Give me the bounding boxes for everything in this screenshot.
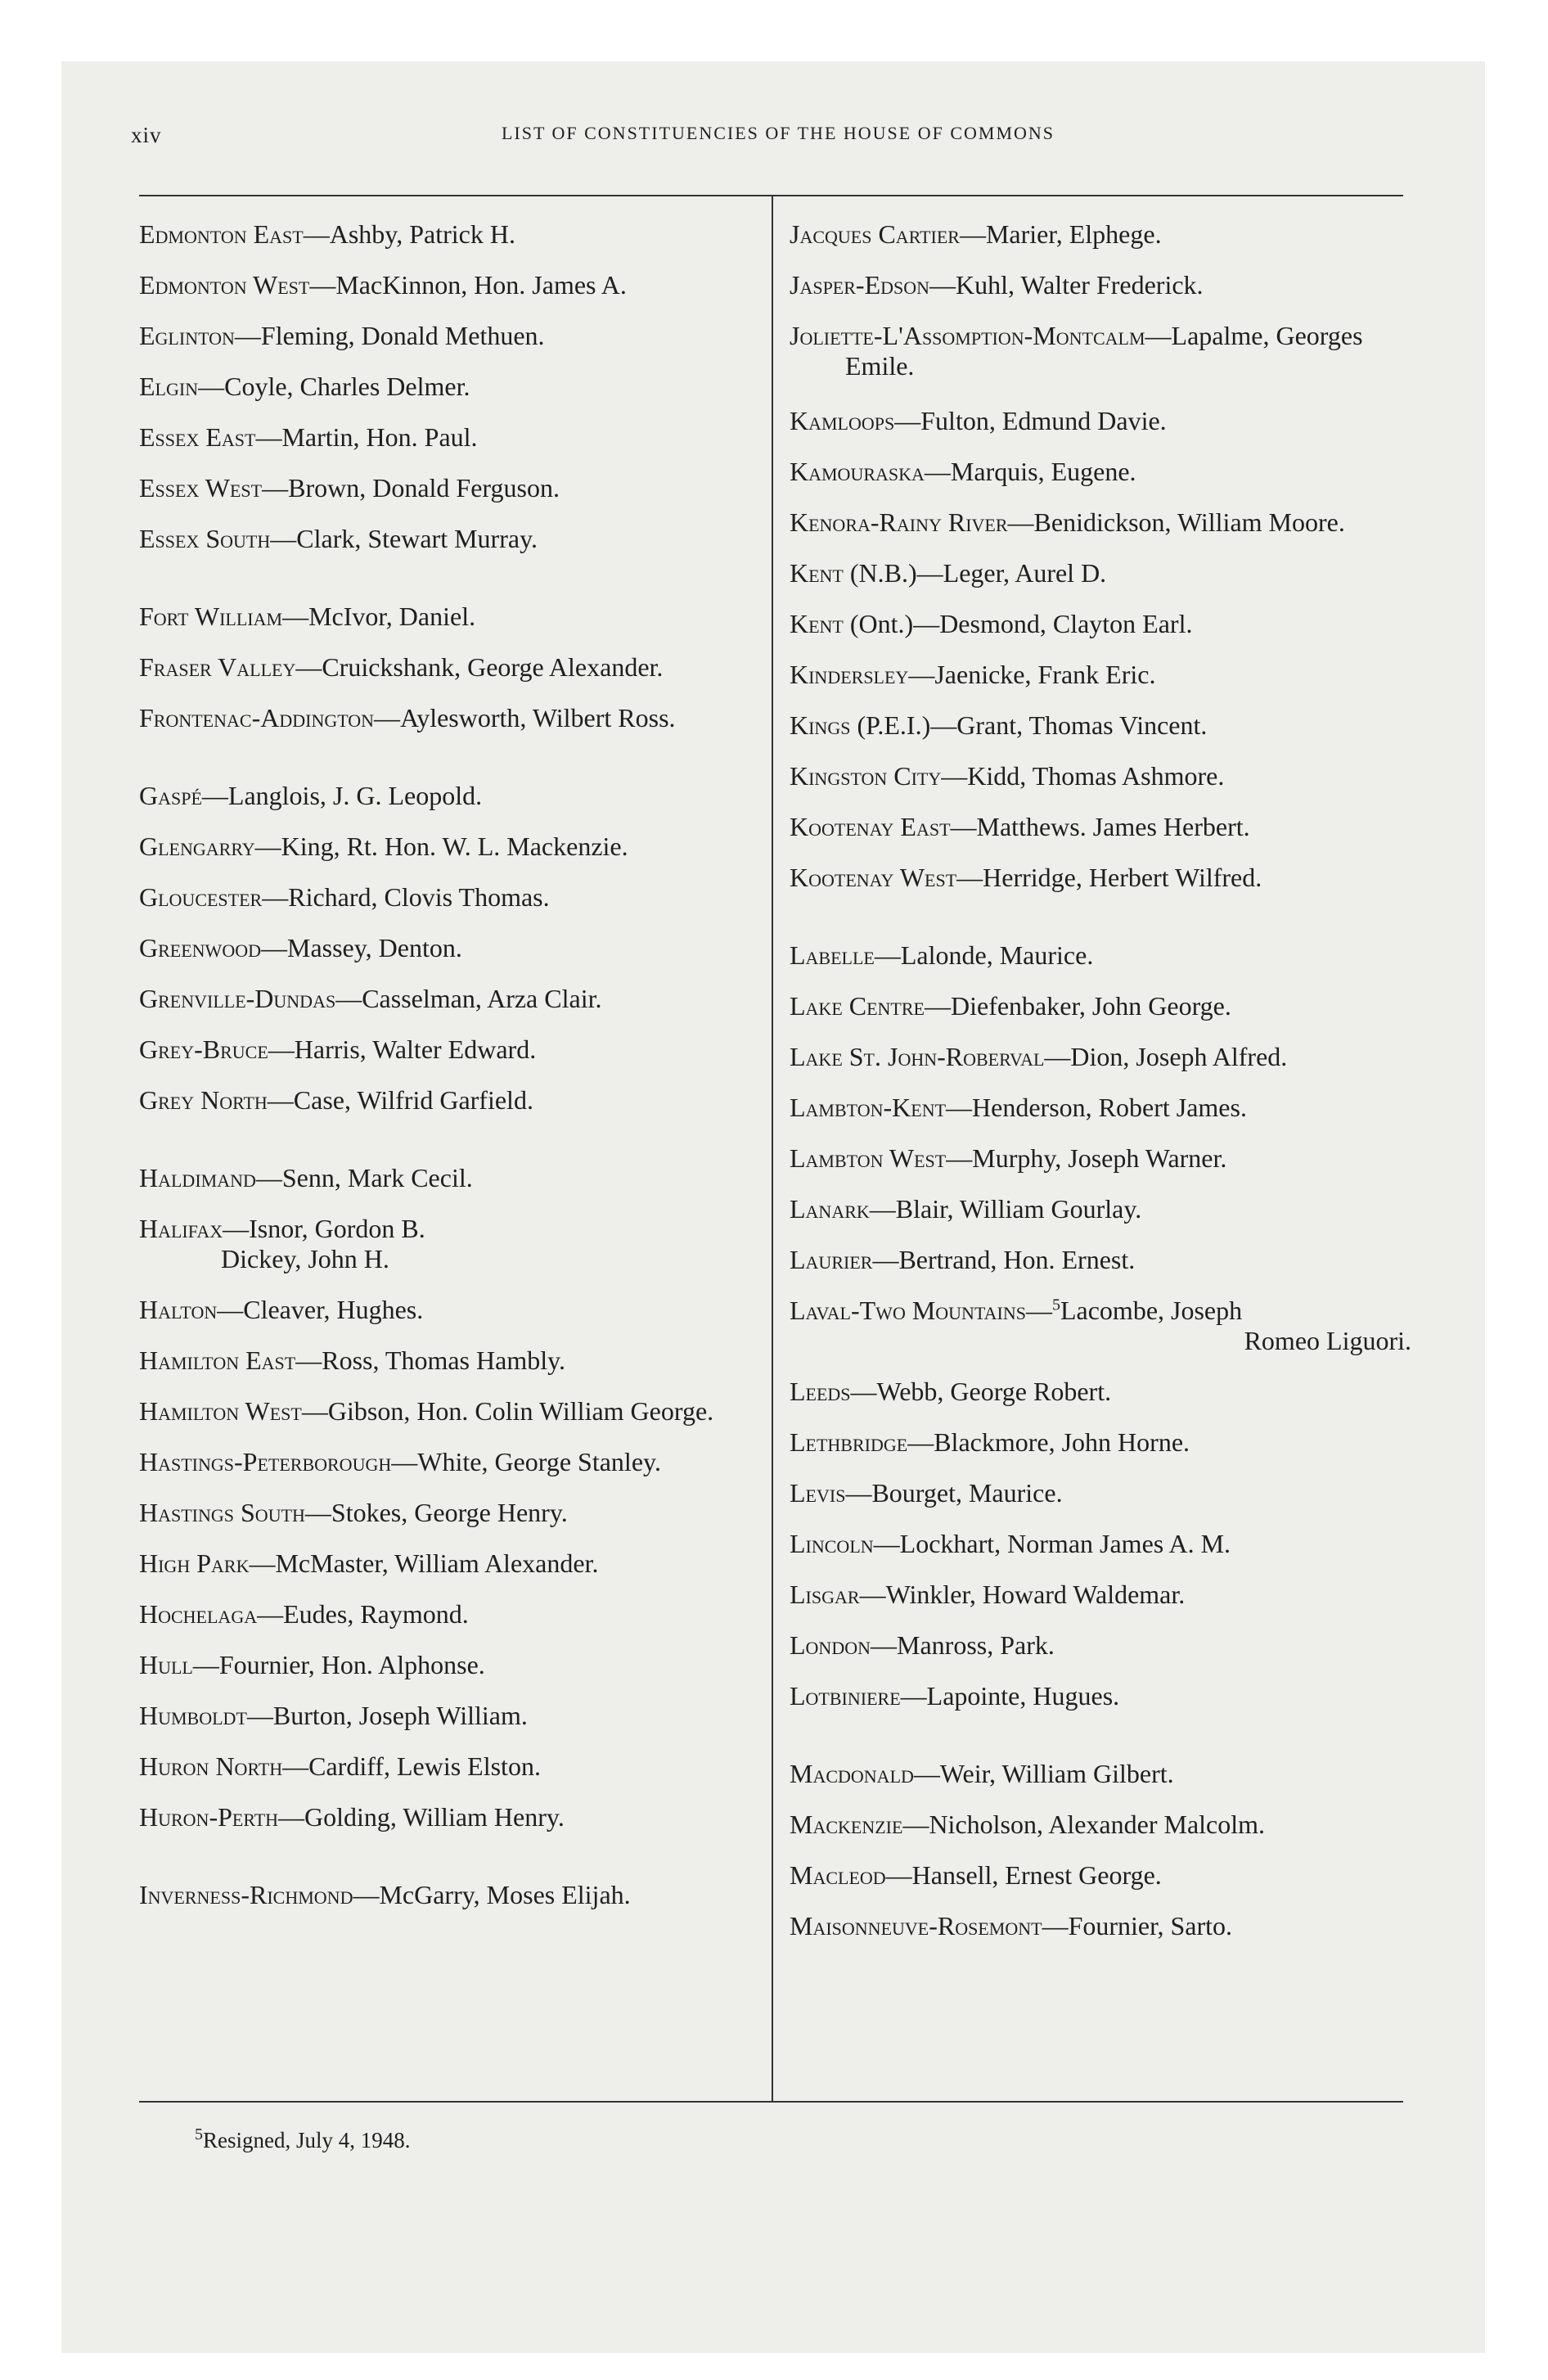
list-item: Greenwood—Massey, Denton.	[139, 933, 462, 962]
list-item: Hastings-Peterborough—White, George Stanley.	[139, 1447, 661, 1476]
list-item: Leeds—Webb, George Robert.	[790, 1377, 1112, 1406]
list-item: Hamilton East—Ross, Thomas Hambly.	[139, 1346, 566, 1375]
list-item: Glengarry—King, Rt. Hon. W. L. Mackenzie.	[139, 832, 628, 861]
list-item: Jacques Cartier—Marier, Elphege.	[790, 219, 1162, 249]
list-item: Maisonneuve-Rosemont—Fournier, Sarto.	[790, 1911, 1233, 1941]
right-column	[790, 219, 1411, 1962]
list-item: Macleod—Hansell, Ernest George.	[790, 1860, 1162, 1890]
list-item: Edmonton East—Ashby, Patrick H.	[139, 219, 515, 249]
list-item: Lambton West—Murphy, Joseph Warner.	[790, 1143, 1227, 1173]
list-item: Laval-Two Mountains—$^5$Lacombe, Joseph Romeo Liguori.	[790, 1296, 1411, 1355]
list-item: Labelle—Lalonde, Maurice.	[790, 940, 1094, 970]
list-item: Laurier—Bertrand, Hon. Ernest.	[790, 1245, 1136, 1274]
list-item: Edmonton West—MacKinnon, Hon. James A.	[139, 270, 627, 300]
list-item: Essex South—Clark, Stewart Murray.	[139, 524, 538, 553]
list-item: Halton—Cleaver, Hughes.	[139, 1295, 424, 1324]
list-item: Kamouraska—Marquis, Eugene.	[790, 457, 1136, 486]
list-item: Lanark—Blair, William Gourlay.	[790, 1194, 1142, 1224]
list-item: Grenville-Dundas—Casselman, Arza Clair.	[139, 984, 602, 1013]
list-item: Macdonald—Weir, William Gilbert.	[790, 1759, 1174, 1788]
list-item: Kenora-Rainy River—Benidickson, William Moore.	[790, 507, 1345, 537]
left-column	[139, 219, 753, 1931]
list-item: Lisgar—Winkler, Howard Waldemar.	[790, 1580, 1186, 1609]
list-item: Lambton-Kent—Henderson, Robert James.	[790, 1093, 1247, 1122]
list-item: Jasper-Edson—Kuhl, Walter Frederick.	[790, 270, 1204, 300]
list-item: Kootenay East—Matthews. James Herbert.	[790, 812, 1250, 841]
footnote-text: Resigned, July 4, 1948.	[203, 2128, 411, 2152]
list-item: Essex East—Martin, Hon. Paul.	[139, 422, 478, 452]
running-head: LIST OF CONSTITUENCIES OF THE HOUSE OF COMMONS	[501, 123, 1055, 143]
list-item: Huron-Perth—Golding, William Henry.	[139, 1802, 565, 1832]
list-item: Fraser Valley—Cruickshank, George Alexander.	[139, 652, 664, 682]
list-item: Eglinton—Fleming, Donald Methuen.	[139, 321, 545, 350]
list-item: Lincoln—Lockhart, Norman James A. M.	[790, 1529, 1231, 1558]
list-item: Mackenzie—Nicholson, Alexander Malcolm.	[790, 1810, 1266, 1839]
list-item: Lotbiniere—Lapointe, Hugues.	[790, 1681, 1120, 1711]
list-item: Haldimand—Senn, Mark Cecil.	[139, 1163, 473, 1192]
list-item: Kootenay West—Herridge, Herbert Wilfred.	[790, 863, 1262, 892]
list-item: Hull—Fournier, Hon. Alphonse.	[139, 1650, 485, 1679]
bottom-rule	[139, 2101, 1403, 2103]
list-item: Kindersley—Jaenicke, Frank Eric.	[790, 660, 1156, 689]
list-item: Essex West—Brown, Donald Ferguson.	[139, 473, 560, 503]
list-item: Frontenac-Addington—Aylesworth, Wilbert Ross.	[139, 703, 676, 732]
list-item: Lethbridge—Blackmore, John Horne.	[790, 1427, 1190, 1457]
list-item: Hastings South—Stokes, George Henry.	[139, 1498, 568, 1527]
list-item: Kingston City—Kidd, Thomas Ashmore.	[790, 761, 1225, 791]
page-header	[131, 123, 1393, 156]
list-item: Kings (P.E.I.)—Grant, Thomas Vincent.	[790, 710, 1208, 740]
list-item: Humboldt—Burton, Joseph William.	[139, 1701, 528, 1730]
footnote-mark: 5	[195, 2125, 203, 2143]
list-item: Kamloops—Fulton, Edmund Davie.	[790, 406, 1167, 435]
list-item: Grey-Bruce—Harris, Walter Edward.	[139, 1034, 537, 1064]
list-item: Huron North—Cardiff, Lewis Elston.	[139, 1751, 541, 1781]
list-item: Fort William—McIvor, Daniel.	[139, 602, 476, 631]
list-item: Gloucester—Richard, Clovis Thomas.	[139, 882, 550, 912]
list-item: Halifax—Isnor, Gordon B. Dickey, John H.	[139, 1214, 425, 1273]
footnote	[195, 2125, 411, 2153]
list-item: Elgin—Coyle, Charles Delmer.	[139, 372, 470, 401]
list-item: Hamilton West—Gibson, Hon. Colin William George.	[139, 1396, 714, 1426]
list-item: Joliette-L'Assomption-Montcalm—Lapalme, Georges Emile.	[790, 321, 1363, 381]
list-item: High Park—McMaster, William Alexander.	[139, 1548, 599, 1578]
list-item: Kent (Ont.)—Desmond, Clayton Earl.	[790, 609, 1193, 638]
column-divider	[772, 195, 773, 2101]
page-number: xiv	[131, 123, 162, 147]
footnote-mark: 5	[1051, 1296, 1060, 1314]
list-item: Grey North—Case, Wilfrid Garfield.	[139, 1085, 533, 1115]
list-item: Lake Centre—Diefenbaker, John George.	[790, 991, 1231, 1021]
list-item: Levis—Bourget, Maurice.	[790, 1478, 1063, 1508]
list-item: Kent (N.B.)—Leger, Aurel D.	[790, 558, 1107, 588]
list-item: London—Manross, Park.	[790, 1630, 1055, 1660]
list-item: Hochelaga—Eudes, Raymond.	[139, 1599, 469, 1629]
list-item: Lake St. John-Roberval—Dion, Joseph Alfred.	[790, 1042, 1288, 1071]
list-item: Gaspé—Langlois, J. G. Leopold.	[139, 781, 483, 810]
list-item: Inverness-Richmond—McGarry, Moses Elijah.	[139, 1880, 631, 1909]
